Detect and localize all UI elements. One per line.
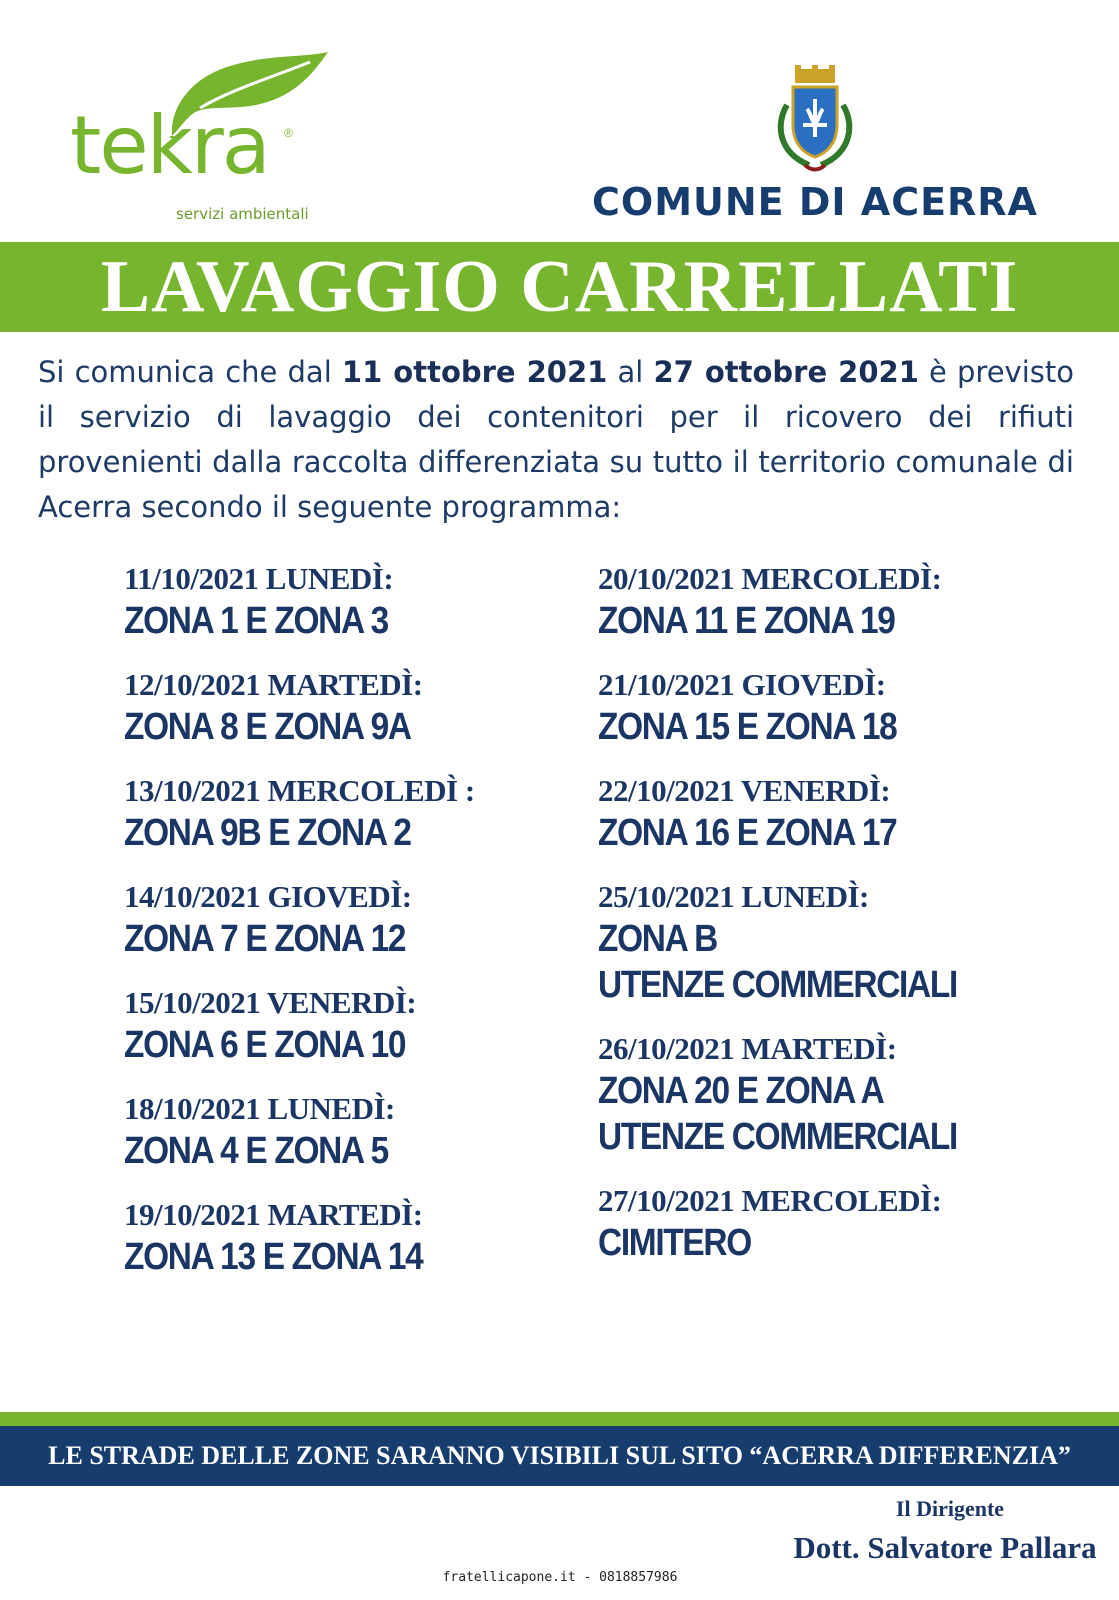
schedule-entry <box>598 1182 1068 1266</box>
comune-name: COMUNE DI ACERRA <box>592 180 1038 224</box>
tekra-logo <box>70 48 340 228</box>
entry-date: 11/10/2021 LUNEDÌ: <box>124 561 394 596</box>
printer-credit: fratellicapone.it - 0818857986 <box>442 1570 678 1585</box>
tekra-tagline: servizi ambientali <box>176 205 309 223</box>
comune-logo <box>585 60 1045 230</box>
entry-date: 15/10/2021 VENERDÌ: <box>124 985 417 1020</box>
entry-zone: ZONA 6 E ZONA 10 <box>124 1024 406 1066</box>
entry-date: 20/10/2021 MERCOLEDÌ: <box>598 561 942 596</box>
entry-zone: ZONA 13 E ZONA 14 <box>124 1236 423 1278</box>
footer-notice: LE STRADE DELLE ZONE SARANNO VISIBILI SUL SITO “ACERRA DIFFERENZIA” <box>48 1441 1071 1470</box>
entry-date: 13/10/2021 MERCOLEDÌ : <box>124 773 475 808</box>
schedule-entry <box>124 772 564 856</box>
schedule-entry <box>598 878 1068 1008</box>
schedule-entry <box>124 666 564 750</box>
entry-date: 26/10/2021 MARTEDÌ: <box>598 1031 897 1066</box>
schedule-entry <box>124 878 564 962</box>
coat-of-arms-icon <box>765 65 865 175</box>
entry-zone: ZONA 9B E ZONA 2 <box>124 812 411 854</box>
entry-date: 14/10/2021 GIOVEDÌ: <box>124 879 412 914</box>
entry-date: 21/10/2021 GIOVEDÌ: <box>598 667 886 702</box>
footer-notice-band <box>0 1426 1119 1486</box>
schedule-entry <box>598 560 1068 644</box>
schedule-entry <box>124 1196 564 1280</box>
entry-zone: ZONA 11 E ZONA 19 <box>598 600 895 642</box>
entry-zone: CIMITERO <box>598 1222 751 1264</box>
page-title: LAVAGGIO CARRELLATI <box>100 246 1019 328</box>
entry-zone: ZONA 20 E ZONA A UTENZE COMMERCIALI <box>598 1070 957 1158</box>
schedule-entry <box>598 772 1068 856</box>
schedule-right-column <box>598 560 1068 1288</box>
title-band <box>0 242 1119 332</box>
entry-date: 18/10/2021 LUNEDÌ: <box>124 1091 395 1126</box>
entry-date: 22/10/2021 VENERDÌ: <box>598 773 891 808</box>
entry-zone: ZONA 1 E ZONA 3 <box>124 600 388 642</box>
entry-date: 12/10/2021 MARTEDÌ: <box>124 667 423 702</box>
date-to: 27 ottobre 2021 <box>653 355 919 389</box>
schedule-entry <box>124 984 564 1068</box>
entry-zone: ZONA 16 E ZONA 17 <box>598 812 897 854</box>
tekra-wordmark: tekra <box>70 99 269 192</box>
schedule-entry <box>124 1090 564 1174</box>
schedule-left-column <box>124 560 564 1302</box>
header <box>0 0 1119 242</box>
intro-text-3: è previsto il servizio di lavaggio dei contenitori per il ricovero dei rifiuti provenienti dalla raccolta differenziata su tutto il territorio comunale di Acerra secondo il seguente programma: <box>38 355 1074 524</box>
entry-date: 27/10/2021 MERCOLEDÌ: <box>598 1183 942 1218</box>
entry-date: 25/10/2021 LUNEDÌ: <box>598 879 869 914</box>
footer-divider <box>0 1412 1119 1426</box>
entry-zone: ZONA 8 E ZONA 9A <box>124 706 411 748</box>
entry-zone: ZONA 7 E ZONA 12 <box>124 918 406 960</box>
entry-date: 19/10/2021 MARTEDÌ: <box>124 1197 423 1232</box>
signature-label: Il Dirigente <box>895 1496 1005 1521</box>
date-from: 11 ottobre 2021 <box>341 355 608 389</box>
entry-zone: ZONA 15 E ZONA 18 <box>598 706 897 748</box>
schedule-entry <box>598 1030 1068 1160</box>
entry-zone: ZONA B UTENZE COMMERCIALI <box>598 918 957 1006</box>
schedule-entry <box>598 666 1068 750</box>
registered-mark: ® <box>284 126 293 140</box>
schedule-entry <box>124 560 564 644</box>
entry-zone: ZONA 4 E ZONA 5 <box>124 1130 388 1172</box>
intro-paragraph <box>38 350 1074 530</box>
signature-name: Dott. Salvatore Pallara <box>793 1530 1097 1565</box>
intro-text-2: al <box>607 355 654 389</box>
intro-text-1: Si comunica che dal <box>38 355 342 389</box>
